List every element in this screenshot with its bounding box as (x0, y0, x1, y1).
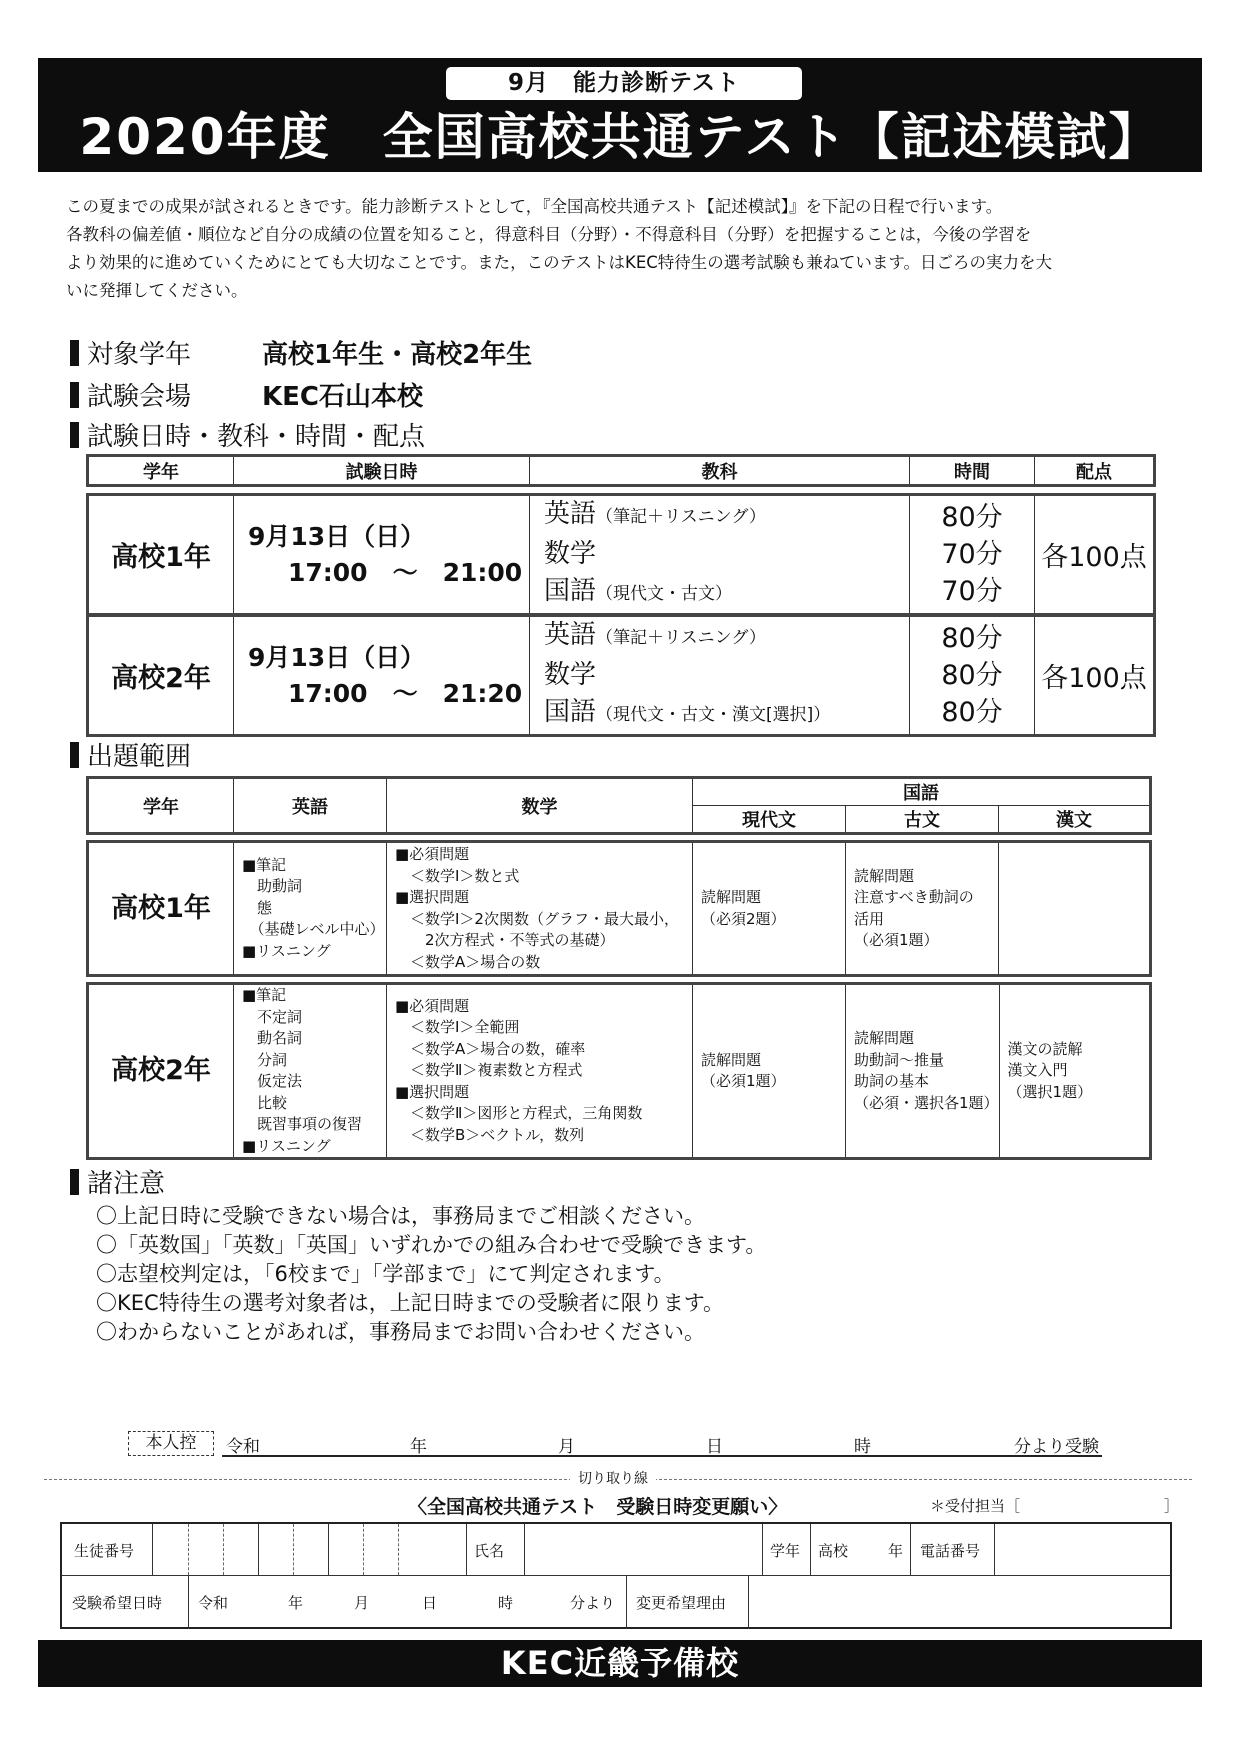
exam-date: 9月13日（日） (248, 642, 426, 672)
schedule-row (86, 614, 1156, 737)
note-item: 〇志望校判定は，「6校まで」「学部まで」にて判定されます。 (96, 1262, 675, 1286)
note-item: 〇上記日時に受験できない場合は，事務局までご相談ください。 (96, 1204, 705, 1228)
subject-item: 数学 (544, 660, 597, 690)
hour-label: 時 (854, 1437, 871, 1457)
notes-list (96, 1202, 766, 1347)
subject-item: 国語（現代文・古文） (544, 576, 733, 606)
subjects (530, 495, 910, 615)
form-title: 〈全国高校共通テスト 受験日時変更願い〉 (408, 1496, 788, 1518)
student-number-label: 生徒番号 (74, 1542, 135, 1560)
header-grade: 学年 (88, 778, 234, 834)
header-grade: 学年 (88, 456, 234, 486)
month-label: 月 (558, 1437, 575, 1457)
intro-line: 各教科の偏差値・順位など自分の成績の位置を知ること，得意科目（分野）・不得意科目（分野）を把握することは，今後の学習を (66, 225, 1032, 244)
section-bar (70, 422, 79, 448)
school-label: 高校 (818, 1542, 849, 1560)
digit-divider (188, 1524, 189, 1575)
month-label: 月 (354, 1594, 370, 1612)
header-math: 数学 (387, 778, 693, 834)
cut-line-label: 切り取り線 (570, 1469, 656, 1489)
range-row (86, 840, 1152, 977)
subject-item: 英語（筆記＋リスニング） (544, 499, 766, 529)
duration: 80分 (941, 660, 1003, 691)
cell-divider (762, 1524, 763, 1575)
staff-bracket: ］ (1164, 1497, 1180, 1515)
score: 各100点 (1035, 495, 1155, 615)
note-item: 〇KEC特待生の選考対象者は，上記日時までの受験者に限ります。 (96, 1291, 725, 1315)
modern-range: 読解問題 （必須2題） (693, 842, 846, 976)
duration: 80分 (941, 623, 1003, 654)
page-title: 2020年度 全国高校共通テスト【記述模試】 (79, 108, 1161, 166)
era-label: 令和 (226, 1437, 260, 1457)
header-score: 配点 (1035, 456, 1155, 486)
cell-divider (524, 1524, 525, 1575)
year-label: 年 (288, 1594, 304, 1612)
intro-text (66, 193, 1186, 305)
cell-divider (188, 1575, 189, 1629)
cell-divider (152, 1524, 153, 1575)
modern-range: 読解問題 （必須1題） (693, 984, 846, 1159)
grade-suffix: 年 (888, 1542, 904, 1560)
digit-divider (223, 1524, 224, 1575)
subject-item: 国語（現代文・古文・漢文[選択]） (544, 697, 831, 727)
form-row-divider (62, 1575, 1170, 1576)
cell-divider (748, 1575, 749, 1629)
exam-datetime (234, 495, 530, 615)
math-range: ■必須問題 ＜数学Ⅰ＞全範囲 ＜数学A＞場合の数，確率 ＜数学Ⅱ＞複素数と方程式 ■選択問題 ＜数学Ⅱ＞図形と方程式，三角関数 ＜数学B＞ベクトル，数列 (387, 984, 693, 1159)
footer-brand: KEC近畿予備校 (38, 1640, 1202, 1687)
section-notes (70, 1168, 165, 1200)
cell-divider (466, 1524, 467, 1575)
range-row (86, 982, 1152, 1160)
durations (910, 495, 1035, 615)
header-modern: 現代文 (693, 806, 846, 834)
cell-divider (994, 1524, 995, 1575)
digit-divider (293, 1524, 294, 1575)
header-time: 時間 (910, 456, 1035, 486)
note-item: 〇「英数国」「英数」「英国」いずれかでの組み合わせで受験できます。 (96, 1233, 767, 1257)
note-item: 〇わからないことがあれば，事務局までお問い合わせください。 (96, 1320, 705, 1344)
duration: 80分 (941, 697, 1003, 728)
day-label: 日 (422, 1594, 438, 1612)
intro-line: この夏までの成果が試されるときです。能力診断テストとして，『全国高校共通テスト【記述模試】』を下記の日程で行います。 (66, 197, 1003, 216)
section-label: 対象学年 (87, 340, 192, 370)
section-label: 諸注意 (87, 1169, 166, 1199)
self-copy-line (222, 1432, 1102, 1457)
exam-date: 9月13日（日） (248, 521, 426, 551)
english-range: ■筆記 不定詞 動名詞 分詞 仮定法 比較 既習事項の復習 ■リスニング (234, 984, 387, 1159)
header-subject: 教科 (530, 456, 910, 486)
classical-range: 読解問題 注意すべき動詞の 活用 （必須1題） (846, 842, 999, 976)
self-copy-label: 本人控 (128, 1431, 214, 1456)
wish-datetime-label: 受験希望日時 (72, 1594, 163, 1612)
phone-label: 電話番号 (920, 1542, 981, 1560)
durations (910, 616, 1035, 736)
hour-label: 時 (498, 1594, 514, 1612)
grade-label: 高校1年 (88, 842, 234, 976)
header-japanese: 国語 (693, 778, 1151, 806)
cell-divider (810, 1524, 811, 1575)
grade-label: 高校2年 (88, 984, 234, 1159)
math-range: ■必須問題 ＜数学Ⅰ＞数と式 ■選択問題 ＜数学Ⅰ＞2次関数（グラフ・最大最小， 2次方程式・不等式の基礎） ＜数学A＞場合の数 (387, 842, 693, 976)
duration: 70分 (941, 576, 1003, 607)
section-label: 出題範囲 (87, 742, 192, 772)
digit-divider (398, 1524, 399, 1575)
year-label: 年 (410, 1437, 427, 1457)
duration: 80分 (941, 502, 1003, 533)
exam-time: 17:00 ～ 21:20 (288, 678, 523, 708)
grade-label: 学年 (770, 1542, 801, 1560)
duration: 70分 (941, 539, 1003, 570)
section-bar (70, 382, 79, 408)
grade-label: 高校2年 (88, 616, 234, 736)
header-classical: 古文 (846, 806, 999, 834)
range-header (86, 776, 1152, 835)
cell-divider (258, 1524, 259, 1575)
staff-label: ＊受付担当［ (930, 1497, 1021, 1515)
staff-field (930, 1495, 1180, 1516)
english-range: ■筆記 助動詞 態 （基礎レベル中心） ■リスニング (234, 842, 387, 976)
section-bar (70, 742, 79, 768)
score: 各100点 (1035, 616, 1155, 736)
chinese-range: 漢文の読解 漢文入門 （選択1題） (999, 984, 1150, 1159)
subject-item: 数学 (544, 539, 597, 569)
schedule-header (86, 454, 1156, 487)
minute-label: 分より (570, 1594, 616, 1612)
header-english: 英語 (234, 778, 387, 834)
subject-item: 英語（筆記＋リスニング） (544, 620, 766, 650)
header-datetime: 試験日時 (234, 456, 530, 486)
grade-label: 高校1年 (88, 495, 234, 615)
section-label: 試験会場 (87, 382, 192, 412)
reason-label: 変更希望理由 (636, 1594, 727, 1612)
section-label: 試験日時・教科・時間・配点 (87, 422, 426, 452)
intro-line: いに発揮してください。 (66, 281, 248, 300)
section-range (70, 741, 191, 773)
header-chinese: 漢文 (999, 806, 1151, 834)
chinese-range (999, 842, 1151, 976)
name-label: 氏名 (474, 1542, 505, 1560)
digit-divider (363, 1524, 364, 1575)
change-request-form (60, 1522, 1172, 1629)
day-label: 日 (706, 1437, 723, 1457)
section-bar (70, 340, 79, 366)
section-schedule (70, 421, 425, 453)
classical-range: 読解問題 助動詞～推量 助詞の基本 （必須・選択各1題） (846, 984, 1000, 1159)
cell-divider (328, 1524, 329, 1575)
exam-datetime (234, 616, 530, 736)
cell-divider (626, 1575, 627, 1629)
cell-divider (910, 1524, 911, 1575)
section-target (70, 339, 191, 371)
schedule-row (86, 493, 1156, 616)
header-subtitle: 9月 能力診断テスト (446, 67, 802, 100)
target-value: 高校1年生・高校2年生 (262, 340, 533, 370)
subjects (530, 616, 910, 736)
minute-label: 分より受験 (1014, 1437, 1099, 1457)
exam-time: 17:00 ～ 21:00 (288, 557, 523, 587)
era-label: 令和 (198, 1594, 229, 1612)
section-venue (70, 381, 191, 413)
intro-line: より効果的に進めていくためにとても大切なことです。また，このテストはKEC特待生の選考試験も兼ねています。日ごろの実力を大 (66, 253, 1053, 272)
venue-value: KEC石山本校 (262, 382, 423, 412)
section-bar (70, 1169, 79, 1195)
